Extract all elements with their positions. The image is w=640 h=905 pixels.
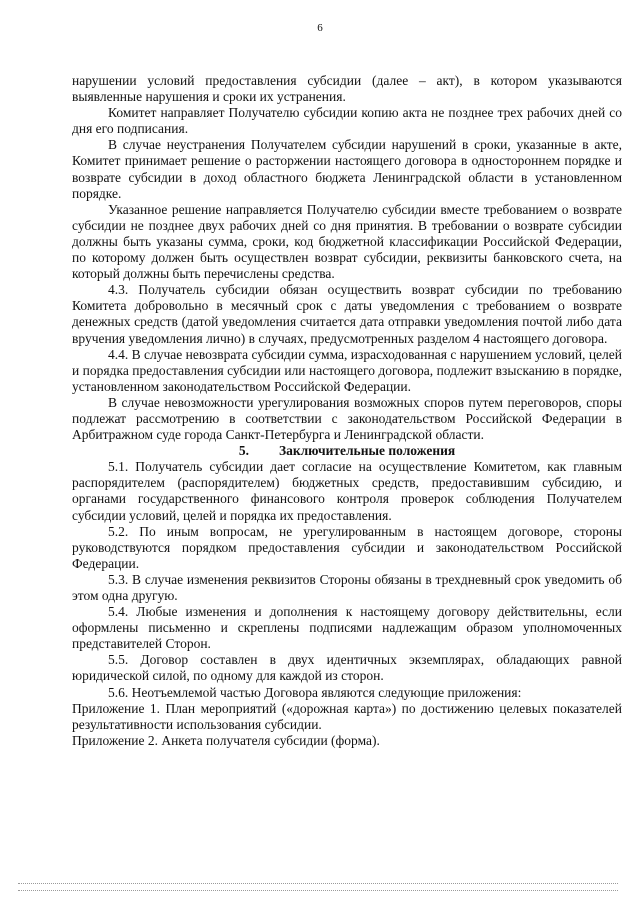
paragraph: 5.2. По иным вопросам, не урегулированным в настоящем договоре, стороны руководствуются порядком предоставления субсидии и законодательством Российской Федерации. [72, 523, 622, 571]
section-heading [72, 443, 622, 459]
section-number: 5. [238, 443, 249, 459]
page-number: 6 [317, 22, 323, 34]
paragraph: нарушении условий предоставления субсидии (далее – акт), в котором указываются выявленные нарушения и сроки их устранения. [72, 73, 622, 105]
paragraph: Комитет направляет Получателю субсидии копию акта не позднее трех рабочих дней со дня его подписания. [72, 105, 622, 137]
paragraph: 5.1. Получатель субсидии дает согласие на осуществление Комитетом, как главным распорядителем (распорядителем) бюджетных средств, предоставившим субсидию, и органами государственного финансового контроля проверок соблюдения Получателем субсидии условий, целей и порядка их предоставления. [72, 459, 622, 523]
document-body [72, 73, 622, 749]
section-title: Заключительные положения [278, 443, 456, 459]
paragraphs-before-section [72, 73, 622, 443]
paragraph: Указанное решение направляется Получателю субсидии вместе требованием о возврате субсидии не позднее двух рабочих дней со дня принятия. В требовании о возврате субсидии должны быть указаны сумма, сроки, код бюджетной классификации Российской Федерации, по которому должен быть осуществлен возврат субсидии, реквизиты банковского счета, на который должны быть перечислены средства. [72, 201, 622, 282]
paragraph: В случае невозможности урегулирования возможных споров путем переговоров, споры подлежат рассмотрению в соответствии с законодательством Российской Федерации в Арбитражном суде города Санкт-Петербурга и Ленинградской области. [72, 394, 622, 443]
scan-edge-line [18, 890, 618, 891]
paragraph: 5.6. Неотъемлемой частью Договора являются следующие приложения: [108, 684, 522, 700]
paragraph: 4.4. В случае невозврата субсидии сумма, израсходованная с нарушением условий, целей и порядка предоставления субсидии или настоящего договора, подлежит взысканию в порядке, установленном законодательством Российской Федерации. [72, 346, 622, 394]
paragraphs-after-section [72, 459, 622, 749]
paragraph: 5.5. Договор составлен в двух идентичных экземплярах, обладающих равной юридической силой, по одному для каждой из сторон. [72, 652, 622, 684]
paragraph: 4.3. Получатель субсидии обязан осуществить возврат субсидии по требованию Комитета добровольно в месячный срок с даты уведомления с требованием о возврате денежных средств (датой уведомления считается дата отправки уведомления почтой либо дата вручения уведомления лично) в случаях, предусмотренных разделом 4 настоящего договора. [72, 282, 622, 346]
paragraph: Приложение 1. План мероприятий («дорожная карта») по достижению целевых показателей результативности использования субсидии. [72, 700, 622, 732]
paragraph: 5.3. В случае изменения реквизитов Стороны обязаны в трехдневный срок уведомить об этом одна другую. [72, 571, 622, 603]
scan-edge-line [18, 883, 618, 884]
paragraph: Приложение 2. Анкета получателя субсидии (форма). [72, 732, 380, 748]
paragraph: В случае неустранения Получателем субсидии нарушений в сроки, указанные в акте, Комитет принимает решение о расторжении настоящего договора в одностороннем порядке и возврате субсидии в доход областного бюджета Ленинградской области в установленном порядке. [72, 137, 622, 201]
paragraph: 5.4. Любые изменения и дополнения к настоящему договору действительны, если оформлены письменно и скреплены подписями надлежащим образом уполномоченных представителей Сторон. [72, 604, 622, 652]
